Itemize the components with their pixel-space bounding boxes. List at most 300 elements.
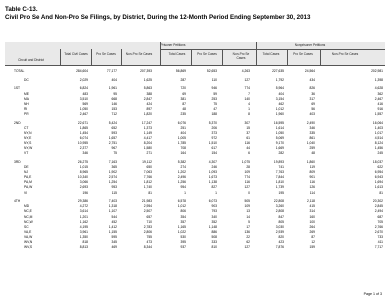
value-cell: 2,496	[177, 175, 186, 180]
col-rule	[60, 49, 61, 65]
district-cell: RI	[24, 106, 28, 111]
value-cell: 75	[213, 101, 217, 106]
value-cell: 253	[211, 96, 217, 101]
district-cell: DC	[24, 77, 29, 82]
value-cell: 8,124	[374, 141, 383, 145]
table-row	[0, 235, 388, 239]
district-cell: NY,W	[24, 146, 33, 151]
table-row	[0, 121, 388, 125]
value-cell: 56	[311, 106, 315, 111]
value-cell: 1,694	[374, 180, 383, 185]
value-cell: 77,177	[106, 69, 117, 73]
value-cell: 652	[111, 125, 117, 130]
value-cell: 264	[309, 224, 315, 229]
value-cell: 1,202	[177, 170, 186, 175]
value-cell: 2,751	[108, 141, 117, 145]
col-rule	[287, 49, 288, 65]
value-cell: 21,983	[141, 199, 152, 204]
value-cell: 251	[180, 125, 186, 130]
value-cell: 3,030	[275, 224, 284, 229]
district-cell: NY,E	[24, 135, 32, 140]
district-cell: NC,W	[24, 219, 33, 224]
value-cell: 1,165	[177, 224, 186, 229]
value-cell: 1,902	[108, 170, 117, 175]
value-cell: 24,564	[304, 69, 315, 73]
value-cell: 5,069	[275, 135, 284, 140]
value-cell: 1,050	[79, 106, 88, 111]
value-cell: 8,344	[143, 245, 152, 250]
value-cell: 1,403	[374, 125, 383, 130]
value-cell: 967	[111, 146, 117, 151]
value-cell: 720	[180, 86, 186, 91]
value-cell: 2,766	[374, 224, 383, 229]
table-row	[0, 97, 388, 101]
value-cell: 227,635	[272, 69, 284, 73]
value-cell: 415	[309, 204, 315, 209]
value-cell: 335	[309, 130, 315, 135]
value-cell: 8,813	[79, 245, 88, 250]
value-cell: 373	[211, 130, 217, 135]
table-row	[0, 151, 388, 155]
value-cell: 4,263	[241, 69, 250, 73]
value-cell: 188	[211, 111, 217, 116]
table-row	[0, 86, 388, 90]
value-cell: 282	[278, 151, 284, 156]
value-cell: 206	[211, 125, 217, 130]
value-cell: 2,574	[108, 175, 117, 180]
value-cell: 1,865	[79, 125, 88, 130]
value-cell: 62	[246, 240, 250, 244]
value-cell: 4,514	[374, 135, 383, 140]
value-cell: 806	[180, 209, 186, 214]
value-cell: 508	[211, 234, 217, 239]
value-cell: 345	[111, 240, 117, 244]
district-cell: NC,E	[24, 209, 32, 214]
value-cell: 1,456	[374, 146, 383, 151]
value-cell: 22	[246, 234, 250, 239]
value-cell: 1,015	[79, 165, 88, 169]
col-header-prisoner-pro-se: Pro Se Cases	[197, 52, 217, 56]
value-cell: 100	[309, 219, 315, 224]
value-cell: 314	[309, 209, 315, 214]
table-row	[0, 160, 388, 164]
value-cell: 7,763	[275, 170, 284, 175]
value-cell: 2,507	[143, 209, 152, 214]
value-cell: 946	[211, 86, 217, 91]
district-cell: ME	[24, 91, 29, 96]
value-cell: 705	[377, 219, 383, 224]
value-cell: 127	[244, 245, 250, 250]
value-cell: 352	[211, 219, 217, 224]
district-cell: NH	[24, 101, 29, 106]
value-cell: 1,792	[275, 77, 284, 82]
value-cell: 196	[82, 190, 88, 195]
table-row	[0, 185, 388, 189]
value-cell: 333	[211, 240, 217, 244]
value-cell: 1,740	[143, 185, 152, 190]
value-cell: 81	[379, 190, 383, 195]
value-cell: 1,254	[108, 180, 117, 185]
value-cell: 1,149	[143, 130, 152, 135]
value-cell: 246	[211, 165, 217, 169]
value-cell: 10,340	[77, 175, 88, 180]
value-cell: 1,580	[143, 146, 152, 151]
value-cell: 44	[246, 146, 250, 151]
value-cell: 1,960	[275, 111, 284, 116]
value-cell: 7,876	[275, 245, 284, 250]
value-cell: 650	[146, 165, 152, 169]
value-cell: 69	[311, 101, 315, 106]
table-row	[0, 92, 388, 96]
value-cell: 116	[309, 180, 315, 185]
value-cell: 1	[184, 190, 186, 195]
value-cell: 9,170	[275, 141, 284, 145]
value-cell: 7	[248, 91, 250, 96]
value-cell: 7,766	[143, 175, 152, 180]
value-cell: 126	[309, 185, 315, 190]
value-cell: 8,965	[79, 170, 88, 175]
value-cell: 357	[180, 219, 186, 224]
value-cell: 953	[111, 185, 117, 190]
value-cell: 404	[278, 91, 284, 96]
value-cell: 2,693	[79, 185, 88, 190]
value-cell: 3,614	[79, 209, 88, 214]
table-row	[0, 165, 388, 169]
table-row	[0, 175, 388, 179]
district-cell: TOTAL	[14, 69, 25, 73]
value-cell: 274	[180, 165, 186, 169]
value-cell: 5,863	[143, 86, 152, 91]
value-cell: 937	[180, 245, 186, 250]
table-row	[0, 191, 388, 195]
district-cell: NJ	[24, 170, 29, 175]
value-cell: 1,557	[374, 111, 383, 116]
value-cell: 7,063	[143, 170, 152, 175]
value-cell: 2,845	[374, 204, 383, 209]
value-cell: 1,155	[108, 229, 117, 234]
value-cell: 259	[309, 146, 315, 151]
value-cell: 1,005	[177, 135, 186, 140]
col-header-nonprisoner-non-pro-se: Non-Pro Se Cases	[331, 52, 359, 56]
value-cell: 2,783	[143, 224, 152, 229]
value-cell: 1,075	[241, 159, 250, 164]
value-cell: 18,037	[372, 159, 383, 164]
value-cell: 2,939	[275, 229, 284, 234]
value-cell: 10,955	[77, 141, 88, 145]
table-row	[0, 204, 388, 208]
table-row	[0, 230, 388, 234]
value-cell: 140	[244, 96, 250, 101]
value-cell: 569	[82, 101, 88, 106]
district-cell: MD	[24, 204, 30, 209]
value-cell: 59	[213, 91, 217, 96]
col-rule	[222, 49, 223, 65]
value-cell: 287	[180, 77, 186, 82]
value-cell: 8,204	[143, 141, 152, 145]
table-row	[0, 215, 388, 219]
value-cell: 6,578	[177, 199, 186, 204]
district-cell: NY,S	[24, 141, 32, 145]
value-cell: 6,073	[208, 199, 217, 204]
value-cell: 159	[309, 245, 315, 250]
value-cell: 362	[377, 91, 383, 96]
value-cell: 1,810	[275, 180, 284, 185]
value-cell: 809	[309, 170, 315, 175]
table-row	[0, 112, 388, 116]
value-cell: 146	[111, 101, 117, 106]
value-cell: 469	[111, 245, 117, 250]
value-cell: 1,820	[143, 111, 152, 116]
value-cell: 14	[246, 214, 250, 219]
value-cell: 75	[113, 151, 117, 156]
value-cell: 12	[311, 240, 315, 244]
table-row	[0, 220, 388, 224]
value-cell: 1,201	[79, 214, 88, 219]
value-cell: 820	[278, 234, 284, 239]
value-cell: 245	[377, 151, 383, 156]
value-cell: 805	[278, 219, 284, 224]
value-cell: 708	[180, 146, 186, 151]
value-cell: 0	[248, 190, 250, 195]
value-cell: 2,029	[79, 77, 88, 82]
col-header-nonprisoner-pro-se: Pro Se Cases	[293, 52, 313, 56]
value-cell: 5,424	[108, 120, 117, 125]
value-cell: 416	[377, 101, 383, 106]
col-rule	[191, 49, 192, 65]
value-cell: 5,382	[177, 159, 186, 164]
table-row	[0, 225, 388, 229]
value-cell: 617	[211, 146, 217, 151]
value-cell: 530	[180, 234, 186, 239]
value-cell: 235	[180, 111, 186, 116]
table-row	[0, 131, 388, 135]
value-cell: 4,195	[79, 224, 88, 229]
value-cell: 269	[309, 229, 315, 234]
value-cell: 6,074	[79, 135, 88, 140]
group-rule-prisoner	[160, 49, 256, 50]
value-cell: 2,490	[306, 120, 315, 125]
value-cell: 6	[248, 151, 250, 156]
value-cell: 847	[278, 214, 284, 219]
value-cell: 473	[146, 240, 152, 244]
value-cell: 2,467	[79, 111, 88, 116]
value-cell: 7,717	[374, 245, 383, 250]
value-cell: 154	[211, 151, 217, 156]
value-cell: 340	[211, 214, 217, 219]
value-cell: 622	[377, 165, 383, 169]
value-cell: 411	[377, 240, 383, 244]
group-header-nonprisoner: Nonprisoner Petitions	[294, 43, 326, 47]
value-cell: 6,943	[374, 175, 383, 180]
district-cell: NY,N	[24, 130, 32, 135]
value-cell: 6,076	[177, 120, 186, 125]
value-cell: 972	[211, 135, 217, 140]
value-cell: 17,247	[141, 120, 152, 125]
value-cell: 1,162	[79, 219, 88, 224]
value-cell: 1,860	[306, 159, 315, 164]
district-cell: PA,W	[24, 185, 33, 190]
value-cell: 1,613	[374, 185, 383, 190]
value-cell: 423	[278, 240, 284, 244]
value-cell: 1,350	[79, 234, 88, 239]
value-cell: 6,824	[79, 86, 88, 91]
col-rule	[160, 42, 161, 65]
value-cell: 29,386	[77, 199, 88, 204]
value-cell: 2,808	[275, 209, 284, 214]
value-cell: 16,595	[273, 120, 284, 125]
value-cell: 434	[309, 77, 315, 82]
value-cell: 827	[211, 185, 217, 190]
value-cell: 1,657	[108, 135, 117, 140]
value-cell: 1,673	[208, 175, 217, 180]
value-cell: 388	[146, 91, 152, 96]
value-cell: 136	[244, 229, 250, 234]
value-cell: 6,954	[374, 170, 383, 175]
value-cell: 1,012	[177, 204, 186, 209]
value-cell: 1	[248, 106, 250, 111]
value-cell: 48	[311, 151, 315, 156]
value-cell: 755	[146, 234, 152, 239]
col-rule	[320, 49, 321, 65]
value-cell: 22,808	[273, 199, 284, 204]
value-cell: 4,272	[79, 204, 88, 209]
table-row	[0, 240, 388, 244]
value-cell: 1,256	[177, 180, 186, 185]
col-rule	[91, 49, 92, 65]
value-cell: 1,148	[208, 224, 217, 229]
value-cell: 127	[244, 185, 250, 190]
value-cell: 712	[111, 111, 117, 116]
table-row	[0, 146, 388, 150]
value-cell: 3,961	[79, 229, 88, 234]
value-cell: 61	[246, 135, 250, 140]
table-row	[0, 126, 388, 130]
district-cell: PA,E	[24, 175, 32, 180]
value-cell: 5,370	[208, 120, 217, 125]
value-cell: 56,869	[175, 69, 186, 73]
district-cell: CT	[24, 125, 29, 130]
value-cell: 3,260	[275, 204, 284, 209]
value-cell: 1,669	[275, 146, 284, 151]
col-header-district: Circuit and District	[18, 58, 44, 62]
value-cell: 4	[248, 101, 250, 106]
district-cell: PR	[24, 111, 29, 116]
value-cell: 8	[248, 111, 250, 116]
value-cell: 17	[246, 224, 250, 229]
value-cell: 346	[82, 151, 88, 156]
value-cell: 505	[244, 199, 250, 204]
value-cell: 52,653	[206, 69, 217, 73]
value-cell: 1,050	[275, 130, 284, 135]
value-cell: 403	[309, 111, 315, 116]
district-cell: WV,S	[24, 245, 33, 250]
value-cell: 116	[244, 180, 250, 185]
value-cell: 115	[111, 190, 117, 195]
value-cell: 20,302	[372, 199, 383, 204]
value-cell: 1,812	[143, 180, 152, 185]
value-cell: 36	[311, 91, 315, 96]
value-cell: 657	[146, 214, 152, 219]
value-cell: 1,318	[108, 204, 117, 209]
value-cell: 954	[180, 185, 186, 190]
table-row	[0, 136, 388, 140]
value-cell: 109	[244, 170, 250, 175]
value-cell: 404	[180, 130, 186, 135]
value-cell: 307	[244, 120, 250, 125]
value-cell: 668	[111, 96, 117, 101]
district-cell: WV,N	[24, 240, 33, 244]
value-cell: 916	[377, 106, 383, 111]
value-cell: 354	[180, 214, 186, 219]
value-cell: 4,628	[374, 86, 383, 91]
district-cell: VA,W	[24, 234, 33, 239]
value-cell: 37	[246, 130, 250, 135]
value-cell: 164	[180, 151, 186, 156]
value-cell: 395	[180, 240, 186, 244]
table-row	[0, 199, 388, 203]
value-cell: 710	[146, 219, 152, 224]
value-cell: 810	[211, 245, 217, 250]
district-cell: 3RD	[14, 159, 21, 164]
value-cell: 2,494	[374, 209, 383, 214]
district-cell: NC,M	[24, 214, 33, 219]
value-cell: 3,510	[79, 96, 88, 101]
value-cell: 2,118	[306, 199, 315, 204]
value-cell: 861	[309, 135, 315, 140]
value-cell: 13	[246, 209, 250, 214]
value-cell: 2,670	[374, 229, 383, 234]
value-cell: 7,163	[108, 159, 117, 164]
district-cell: DE	[24, 165, 29, 169]
value-cell: 544	[111, 214, 117, 219]
value-cell: 2,847	[143, 96, 152, 101]
value-cell: 1,040	[306, 141, 315, 145]
table-row	[0, 180, 388, 184]
value-cell: 424	[146, 101, 152, 106]
value-cell: 365	[111, 165, 117, 169]
value-cell: 153	[111, 106, 117, 111]
col-header-non-pro-se: Non-Pro Se Cases	[125, 52, 153, 56]
table-label: Table C-13.	[5, 6, 38, 13]
value-cell: 2,954	[143, 204, 152, 209]
value-cell: 195	[278, 190, 284, 195]
value-cell: 116	[244, 141, 250, 145]
value-cell: 1,625	[143, 77, 152, 82]
col-rule	[256, 42, 257, 65]
value-cell: 284,604	[76, 69, 88, 73]
district-cell: 4TH	[14, 199, 21, 204]
value-cell: 47	[213, 106, 217, 111]
value-cell: 483	[82, 91, 88, 96]
district-cell: VT	[24, 151, 29, 156]
value-cell: 886	[211, 229, 217, 234]
value-cell: 346	[309, 125, 315, 130]
value-cell: 202,981	[371, 69, 383, 73]
table-row	[0, 141, 388, 145]
value-cell: 19,893	[273, 159, 284, 164]
value-cell: 826	[309, 86, 315, 91]
value-cell: 793	[211, 209, 217, 214]
value-cell: 1,017	[374, 130, 383, 135]
value-cell: 2,467	[374, 96, 383, 101]
value-cell: 381	[180, 96, 186, 101]
page-number: Page 1 of 3	[363, 292, 382, 296]
value-cell: 22,671	[77, 120, 88, 125]
table-row	[0, 69, 388, 73]
value-cell: 87	[311, 234, 315, 239]
value-cell: 774	[244, 175, 250, 180]
value-cell: 95	[113, 91, 117, 96]
